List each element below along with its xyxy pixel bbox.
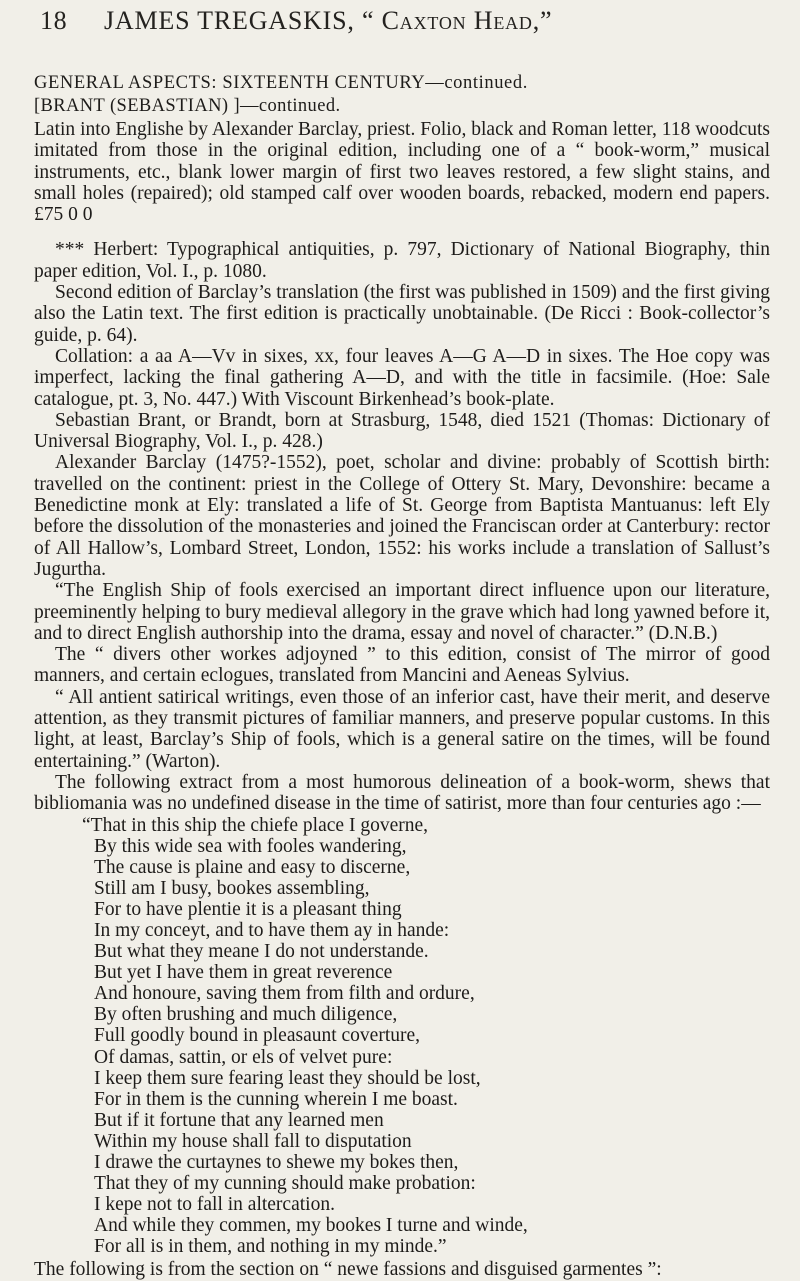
- entry-main-text: Latin into Englishe by Alexander Barclay, priest. Folio, black and Roman letter, 118 woodcuts imitated from those in the original edition, including one of a “ book-worm,” musical instruments, etc., blank lower margin of first two leaves restored, a few slight stains, and small holes (repaired); old stamped calf over wooden boards, rebacked, modern end papers.: [34, 119, 770, 204]
- note-edition: Second edition of Barclay’s translation (the first was published in 1509) and the first giving also the Latin text. The first edition is practically unobtainable. (De Ricci : Book-collector’s guide, p. 64).: [34, 282, 770, 346]
- verse-line: But yet I have them in great reverence: [94, 962, 393, 984]
- verse-line: By this wide sea with fooles wandering,: [94, 835, 407, 857]
- verse-line: “That in this ship the chiefe place I governe,: [82, 814, 428, 836]
- verse-line: The cause is plaine and easy to discerne,: [94, 856, 411, 878]
- verse-line: For in them is the cunning wherein I me boast.: [94, 1088, 458, 1110]
- verse-line: I kepe not to fall in altercation.: [94, 1194, 335, 1216]
- verse-line: For all is in them, and nothing in my minde.”: [94, 1236, 447, 1258]
- running-head: [34, 6, 770, 52]
- verse-line: Full goodly bound in pleasaunt coverture,: [94, 1025, 421, 1047]
- verse-line: I keep them sure fearing least they should be lost,: [94, 1067, 481, 1089]
- verse-line: And while they commen, my bookes I turne and winde,: [94, 1215, 528, 1237]
- verse-line: But what they meane I do not understande.: [94, 941, 429, 963]
- note-brant-bio: Sebastian Brant, or Brandt, born at Strasburg, 1548, died 1521 (Thomas: Dictionary of Universal Biography, Vol. I., p. 428.): [34, 409, 770, 453]
- note-collation: Collation: a aa A—Vv in sixes, xx, four leaves A—G A—D in sixes. The Hoe copy was imperfect, lacking the final gathering A—D, and with the title in facsimile. (Hoe: Sale catalogue, pt. 3, No. 447.) With Viscount Birkenhead’s book-plate.: [34, 345, 770, 410]
- closing-line: The following is from the section on “ newe fassions and disguised garmentes ”:: [34, 1259, 662, 1281]
- verse-extract: [82, 814, 770, 1258]
- verse-line: And honoure, saving them from filth and ordure,: [94, 983, 475, 1005]
- verse-line: But if it fortune that any learned men: [94, 1109, 384, 1131]
- verse-line: In my conceyt, and to have them ay in hande:: [94, 919, 450, 941]
- verse-line: Within my house shall fall to disputation: [94, 1130, 412, 1152]
- running-head-title: JAMES TREGASKIS, “ Caxton Head,”: [104, 6, 553, 35]
- note-barclay-bio: Alexander Barclay (1475?-1552), poet, scholar and divine: probably of Scottish birth: travelled on the continent: priest in the College of Ottery St. Mary, Devonshire: became a Benedictine monk at Ely: translated a life of St. George from Baptista Mantuanus: left Ely before the dissolution of the monasteries and joined the Franciscan order at Canterbury: rector of All Hallow’s, Lombard Street, London, 1552: his works include a translation of Sallust’s Jugurtha.: [34, 452, 770, 580]
- entry-subhead: [BRANT (SEBASTIAN) ]—continued.: [34, 96, 341, 116]
- note-dnb-quote: “The English Ship of fools exercised an important direct influence upon our literature, preeminently helping to bury medieval allegory in the grave which had long yawned before it, and to direct English authorship into the drama, essay and novel of character.” (D.N.B.): [34, 580, 770, 644]
- section-title: GENERAL ASPECTS: SIXTEENTH CENTURY—continued.: [34, 73, 528, 93]
- verse-line: By often brushing and much diligence,: [94, 1004, 398, 1026]
- note-contents: The “ divers other workes adjoyned ” to this edition, consist of The mirror of good manners, and certain eclogues, translated from Mancini and Aeneas Sylvius.: [34, 644, 770, 687]
- page-number: 18: [40, 6, 68, 35]
- verse-line: That they of my cunning should make probation:: [94, 1173, 476, 1195]
- note-references: *** Herbert: Typographical antiquities, p. 797, Dictionary of National Biography, thin paper edition, Vol. I., p. 1080.: [34, 239, 770, 282]
- entry-description: [34, 119, 770, 225]
- verse-line: I drawe the curtaynes to shewe my bokes then,: [94, 1152, 459, 1173]
- note-extract-intro: The following extract from a most humorous delineation of a book-worm, shews that bibliomania was no undefined disease in the time of satirist, more than four centuries ago :—: [34, 771, 770, 815]
- note-warton-quote: “ All antient satirical writings, even those of an inferior cast, have their merit, and deserve attention, as they transmit pictures of familiar manners, and preserve popular customs. In this light, at least, Barclay’s Ship of fools, which is a general satire on the times, will be found entertaining.” (Warton).: [34, 686, 770, 772]
- verse-line: Still am I busy, bookes assembling,: [94, 877, 370, 899]
- verse-line: Of damas, sattin, or els of velvet pure:: [94, 1046, 393, 1068]
- verse-line: For to have plentie it is a pleasant thing: [94, 898, 402, 920]
- entry-price: £75 0 0: [34, 204, 93, 226]
